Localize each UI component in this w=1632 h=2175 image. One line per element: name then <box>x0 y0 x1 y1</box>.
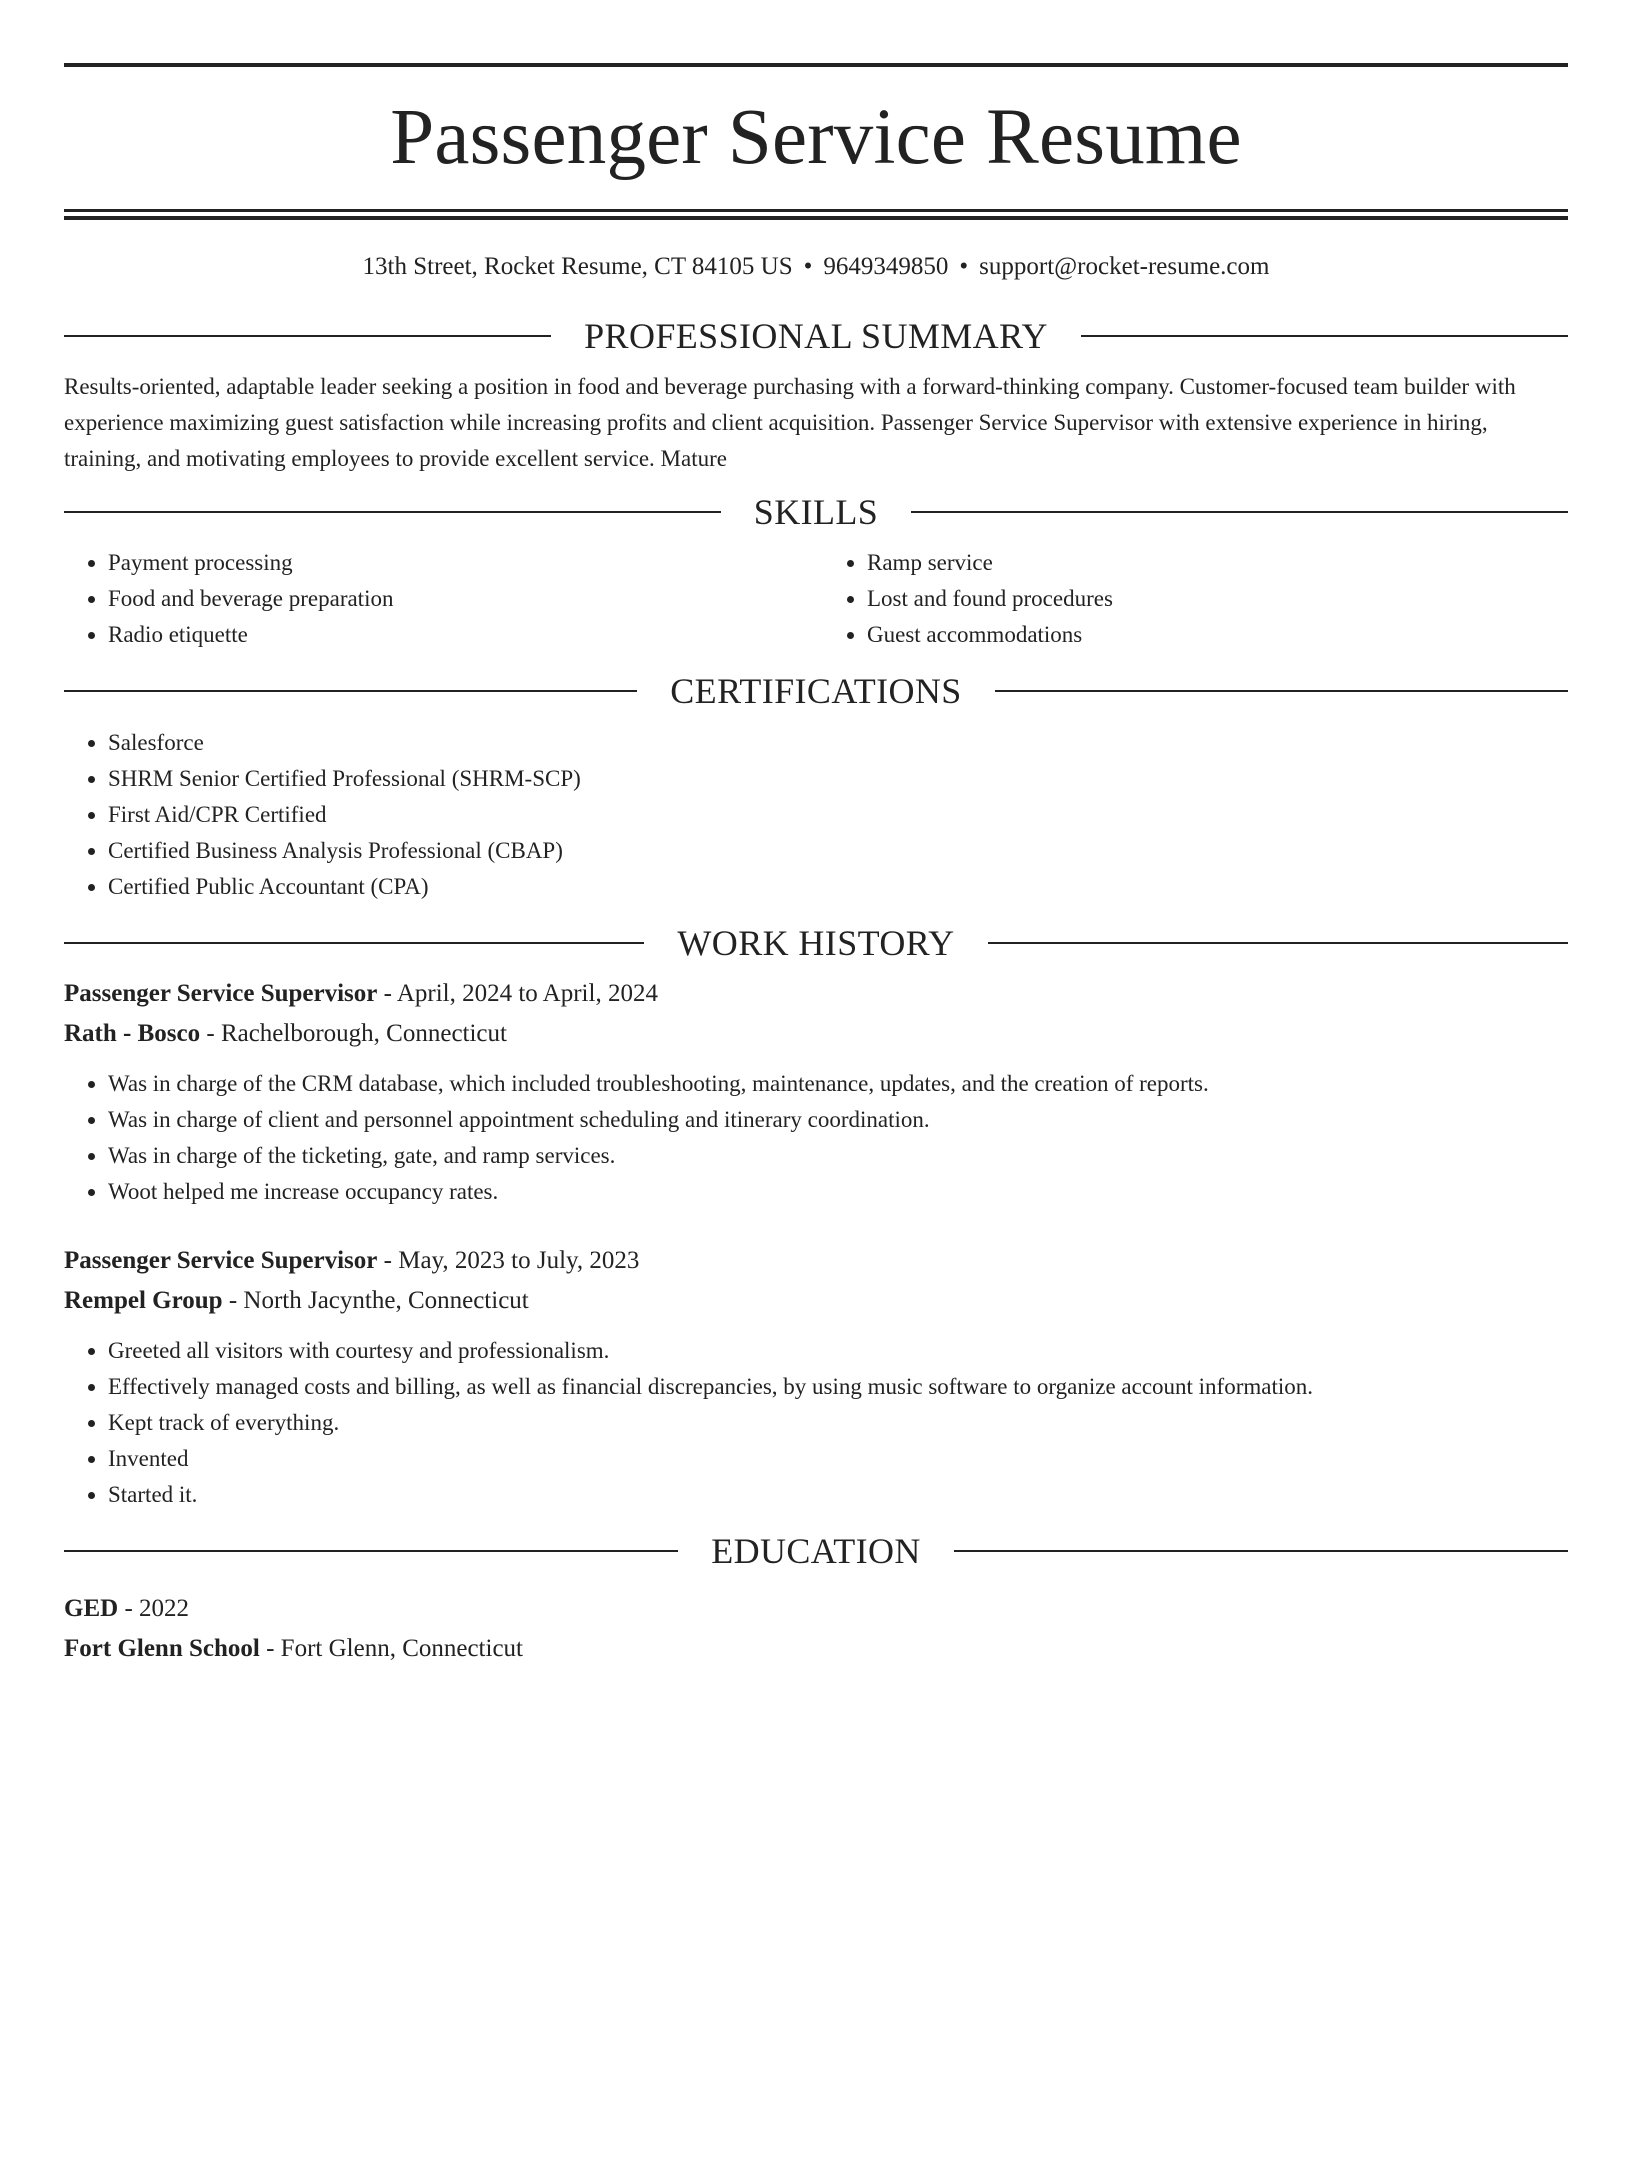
job-bullet: • Was in charge of the CRM database, which included troubleshooting, maintenance, updates, and the creation of reports. <box>108 1066 1568 1102</box>
dash: - <box>200 1020 221 1047</box>
job-company-line <box>64 1281 1568 1321</box>
job-title: Passenger Service Supervisor <box>64 1247 378 1274</box>
certifications-section-header <box>64 671 1568 711</box>
certification-item: • First Aid/CPR Certified <box>108 797 1568 833</box>
job-entry <box>64 1241 1568 1513</box>
divider <box>911 511 1568 513</box>
divider <box>995 690 1568 692</box>
certifications-list <box>64 725 1568 905</box>
contact-phone: 9649349850 <box>823 253 949 280</box>
work-history-heading: WORK HISTORY <box>677 923 955 963</box>
education-entry <box>64 1589 1568 1669</box>
dash: - <box>259 1635 281 1662</box>
skills-heading: SKILLS <box>753 492 879 532</box>
certification-item: • Salesforce <box>108 725 1568 761</box>
contact-email[interactable]: support@rocket-resume.com <box>979 253 1270 280</box>
skills-grid <box>64 545 1568 653</box>
skill-item: • Food and beverage preparation <box>108 581 816 617</box>
dash: - <box>222 1287 244 1314</box>
dash: - <box>377 1247 399 1274</box>
skill-item: • Radio etiquette <box>108 617 816 653</box>
job-entry <box>64 974 1568 1210</box>
job-dates: April, 2024 to April, 2024 <box>396 980 658 1007</box>
job-bullet: • Started it. <box>108 1477 1568 1513</box>
title-double-rule <box>64 209 1568 220</box>
education-section-header <box>64 1531 1568 1571</box>
job-bullets <box>64 1333 1568 1513</box>
job-location: North Jacynthe, Connecticut <box>243 1287 529 1314</box>
resume-title: Passenger Service Resume <box>390 94 1242 181</box>
divider <box>64 511 721 513</box>
divider <box>954 1550 1568 1552</box>
summary-heading: PROFESSIONAL SUMMARY <box>584 316 1048 356</box>
graduation-year: 2022 <box>139 1595 190 1622</box>
certification-item: • SHRM Senior Certified Professional (SHRM-SCP) <box>108 761 1568 797</box>
job-bullet: • Greeted all visitors with courtesy and professionalism. <box>108 1333 1568 1369</box>
job-title-line <box>64 1241 1568 1281</box>
contact-address: 13th Street, Rocket Resume, CT 84105 US <box>362 253 793 280</box>
job-company: Rempel Group <box>64 1287 223 1314</box>
skill-item: • Lost and found procedures <box>867 581 1568 617</box>
divider <box>1081 335 1568 337</box>
work-history-section-header <box>64 923 1568 963</box>
job-bullet: • Was in charge of client and personnel appointment scheduling and itinerary coordination. <box>108 1102 1568 1138</box>
divider <box>64 1550 678 1552</box>
divider <box>64 690 637 692</box>
job-bullet: • Kept track of everything. <box>108 1405 1568 1441</box>
divider <box>64 942 644 944</box>
school-location: Fort Glenn, Connecticut <box>280 1635 523 1662</box>
skills-list-right <box>816 545 1568 653</box>
contact-separator: • <box>803 253 813 280</box>
education-heading: EDUCATION <box>711 1531 921 1571</box>
job-title-line <box>64 974 1568 1014</box>
degree: GED <box>64 1595 119 1622</box>
contact-separator: • <box>959 253 969 280</box>
school-line <box>64 1629 1568 1669</box>
job-bullet: • Effectively managed costs and billing, as well as financial discrepancies, by using music software to organize account information. <box>108 1369 1568 1405</box>
job-bullets <box>64 1066 1568 1210</box>
degree-line <box>64 1589 1568 1629</box>
school-name: Fort Glenn School <box>64 1635 260 1662</box>
skill-item: • Payment processing <box>108 545 816 581</box>
skill-item: • Ramp service <box>867 545 1568 581</box>
divider <box>64 335 551 337</box>
job-dates: May, 2023 to July, 2023 <box>398 1247 640 1274</box>
divider <box>988 942 1568 944</box>
dash: - <box>118 1595 140 1622</box>
contact-line <box>64 252 1568 282</box>
skill-item: • Guest accommodations <box>867 617 1568 653</box>
job-title: Passenger Service Supervisor <box>64 980 378 1007</box>
summary-section-header <box>64 316 1568 356</box>
certification-item: • Certified Public Accountant (CPA) <box>108 869 1568 905</box>
skills-section-header <box>64 492 1568 532</box>
skills-list-left <box>64 545 816 653</box>
certification-item: • Certified Business Analysis Professional (CBAP) <box>108 833 1568 869</box>
job-bullet: • Invented <box>108 1441 1568 1477</box>
job-company: Rath - Bosco <box>64 1020 201 1047</box>
job-location: Rachelborough, Connecticut <box>220 1020 507 1047</box>
certifications-heading: CERTIFICATIONS <box>670 671 962 711</box>
job-bullet: • Was in charge of the ticketing, gate, and ramp services. <box>108 1138 1568 1174</box>
job-company-line <box>64 1014 1568 1054</box>
dash: - <box>377 980 397 1007</box>
summary-text: Results-oriented, adaptable leader seeking a position in food and beverage purchasing with a forward-thinking company. Customer-focused team builder with experience maximizing guest satisfaction while increasing profits and client acquisition. Passenger Service Supervisor with extensive experience in hiring, training, and motivating employees to provide excellent service. Mature <box>64 374 1516 471</box>
resume-page <box>0 63 1632 2175</box>
job-bullet: • Woot helped me increase occupancy rates. <box>108 1174 1568 1210</box>
